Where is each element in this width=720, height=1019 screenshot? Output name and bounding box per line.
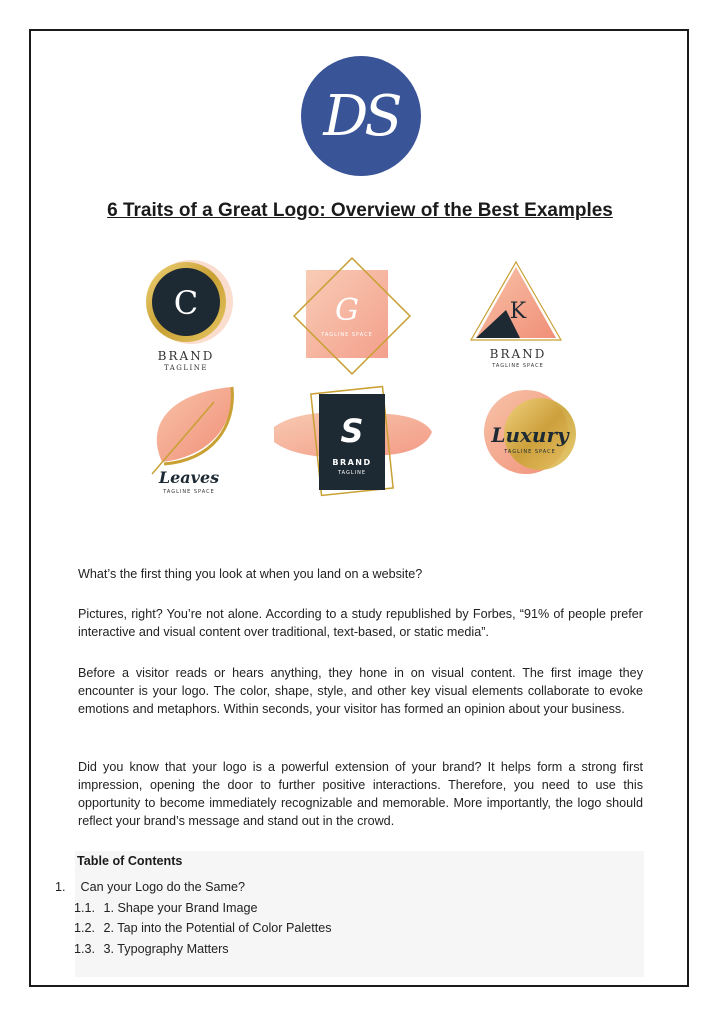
paragraph-visual: Before a visitor reads or hears anything, they hone in on visual content. The first image they encounter is your logo. The color, shape, style, and other key visual elements collaborate to evoke emotions and metaphors. Within seconds, your visitor has formed an opinion about your business.: [78, 666, 643, 717]
logo-k-tagline: TAGLINE SPACE: [492, 363, 544, 369]
paragraph-extension: Did you know that your logo is a powerful extension of your brand? It helps form a strong first impression, opening the door to further positive interactions. Therefore, you need to use this opportunity to become immediately recognizable and memorable. More importantly, the logo should reflect your brand’s message and stand out in the crowd.: [78, 760, 643, 829]
logo-s-name: BRAND: [332, 458, 372, 467]
toc-item-label: 1. Shape your Brand Image: [103, 901, 258, 915]
logo-luxury-name: Luxury: [491, 423, 569, 447]
ds-logo-icon: [301, 56, 421, 176]
logo-g-space: [294, 258, 410, 374]
toc-item-number: 1.: [55, 880, 66, 894]
logo-c-name: BRAND: [157, 349, 215, 363]
toc-item-number: 1.1.: [74, 901, 96, 915]
logo-c-mark: C: [173, 284, 199, 322]
toc-item-label: 2. Tap into the Potential of Color Palettes: [103, 921, 332, 935]
svg-text:DS: DS: [323, 84, 399, 149]
logo-k-mark: K: [509, 299, 527, 324]
logo-leaves-name: Leaves: [158, 468, 220, 487]
logo-k-name: BRAND: [489, 347, 547, 361]
logo-s-mark: S: [340, 412, 364, 450]
logo-examples-image: [134, 252, 604, 512]
article-title: 6 Traits of a Great Logo: Overview of the Best Examples: [107, 200, 613, 221]
logo-luxury-tagline: TAGLINE SPACE: [504, 449, 556, 455]
logo-c-brand: [146, 260, 233, 372]
logo-s-tagline: TAGLINE: [337, 470, 367, 476]
toc-item[interactable]: [55, 880, 245, 894]
logo-luxury: [484, 390, 576, 474]
logo-g-tagline: TAGLINE SPACE: [321, 332, 373, 338]
paragraph-intro: What’s the first thing you look at when you land on a website?: [78, 567, 423, 581]
toc-item[interactable]: [74, 901, 258, 915]
toc-title: Table of Contents: [77, 854, 183, 868]
toc-item-number: 1.3.: [74, 942, 96, 956]
paragraph-forbes: Pictures, right? You’re not alone. According to a study republished by Forbes, “91% of people prefer interactive and visual content over traditional, text-based, or static media”.: [78, 607, 643, 640]
toc-item-label: 3. Typography Matters: [103, 942, 229, 956]
logo-k-brand: [471, 262, 561, 369]
toc-item[interactable]: [74, 921, 332, 935]
logo-leaves: [152, 387, 232, 495]
toc-item[interactable]: [74, 942, 229, 956]
toc-item-label: Can your Logo do the Same?: [80, 880, 246, 894]
logo-c-tagline: TAGLINE: [163, 364, 209, 372]
logo-s-brand: [274, 387, 432, 496]
logo-g-mark: G: [335, 293, 359, 328]
logo-leaves-tagline: TAGLINE SPACE: [163, 489, 215, 495]
toc-item-number: 1.2.: [74, 921, 96, 935]
